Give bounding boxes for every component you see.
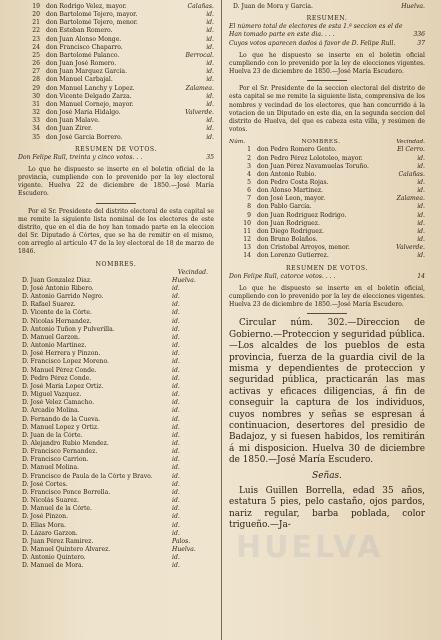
summary-value: 336: [413, 31, 425, 39]
elector-name: D. Manuel Molina.: [22, 464, 80, 472]
elector-name: don Vicente Delgado Zarza.: [46, 92, 132, 100]
row-number: 9: [247, 211, 251, 219]
elector-name: D. Miguel Vazquez.: [22, 391, 82, 399]
table-header: Núm. NOMBRES. Vecindad.: [229, 139, 425, 146]
elector-name: D. Juan Pérez Ramirez.: [22, 537, 94, 545]
elector-name-row: [18, 367, 214, 375]
row-number: 27: [32, 68, 40, 76]
elector-name: D. José Antonio Ribero.: [22, 285, 94, 292]
separator: [96, 203, 136, 204]
elector-name: don Bartolomé Tejero, mayor.: [46, 11, 138, 19]
elector-name-row: [18, 481, 214, 489]
elector-name: don José Leon, mayor.: [257, 195, 326, 203]
elector-name: D. Alejandro Rubio Mendez.: [22, 439, 109, 447]
elector-name: don Juan Pérez Navamuelas Toruño.: [257, 162, 369, 170]
elector-place: id.: [172, 374, 180, 382]
elector-row: [18, 44, 214, 52]
elector-place: id.: [206, 133, 214, 141]
elector-name-row: [18, 285, 214, 293]
elector-row: [18, 76, 214, 84]
elector-name: D. Manuel Quintero Alvarez.: [22, 546, 111, 553]
elector-list-top: [18, 3, 214, 142]
elector-name-row: [18, 342, 214, 350]
elector-name: D. Manuel de Mora.: [22, 562, 84, 570]
elector-place: id.: [417, 252, 425, 260]
senas-paragraph: Luis Guillen Borrella, edad 35 años, estatura 5 pies, pelo castaño, ojos pardos, nariz regular, barba poblada, color trigueño.—Ja-: [229, 486, 425, 531]
elector-place: id.: [172, 358, 180, 366]
notice-paragraph-left-2: Por el Sr. Presidente del distrito electoral de esta capital se me remite la siguiente lista nominal de los electores de este distrito, que en el dia de hoy han tomado parte en la eleccion del Sr. Diputado á Córtes, que se ha de remitir en el mismo, con arreglo al artículo 47 de la ley electoral de 18 de marzo de 1846.: [18, 207, 214, 256]
notice-paragraph-right-3: Lo que he dispuesto se inserte en el boletin oficial, cumpliendo con lo prevenido por la ley de elecciones vigentes. Huelva 23 de diciembre de 1850.—José María Escudero.: [229, 284, 425, 309]
row-number: 23: [32, 35, 40, 43]
row-number: 12: [243, 236, 251, 244]
elector-name: don Pablo García.: [257, 203, 312, 211]
elector-place: id.: [206, 60, 214, 68]
row-number: 19: [32, 3, 40, 10]
row-number: 28: [32, 76, 40, 84]
elector-place: id.: [172, 333, 180, 341]
elector-name-row: [18, 546, 214, 554]
elector-place: id.: [172, 456, 180, 464]
elector-place: Calañas.: [187, 3, 214, 10]
separator: [307, 313, 347, 314]
row-number: 33: [32, 117, 40, 125]
row-number: 11: [243, 227, 251, 235]
elector-name-row: [18, 497, 214, 505]
elector-place: Valverde.: [185, 109, 214, 117]
elector-name-row: [18, 334, 214, 342]
votes-count-right: 14: [417, 272, 425, 280]
votes-heading-left: RESUMEN DE VOTOS.: [74, 145, 158, 153]
elector-row: [229, 146, 425, 154]
elector-place: id.: [172, 399, 180, 407]
elector-name-row: [18, 522, 214, 530]
resumen-heading: RESUMEN.: [306, 15, 348, 23]
row-number: 5: [247, 178, 251, 186]
separator: [307, 80, 347, 81]
elector-name-row: [18, 383, 214, 391]
elector-name-row: [18, 399, 214, 407]
elector-name: don Juan Rodriguez.: [257, 219, 320, 227]
notice-paragraph-right-2: Por el Sr. Presidente de la seccion electoral del distrito de esta capital se me remite la siguiente lista, comprensiva de los nombres y vecindad de los electores, que han concurrido á la votacion de un Diputado en este dia, en la segunda seccion del distrito de Huelva, del que es cabeza esta villa, y resúmen de votos.: [229, 85, 425, 134]
elector-row: [18, 36, 214, 44]
row-number: 32: [32, 109, 40, 117]
elector-place: id.: [172, 488, 180, 496]
right-column: [229, 3, 425, 637]
row-number: 2: [247, 154, 251, 162]
elector-name: don Rodrigo Velez, mayor.: [46, 3, 127, 10]
elector-row: [229, 203, 425, 211]
elector-name: D. Francisco de Paula de la Córte y Bravo.: [22, 472, 153, 480]
elector-name-row: [18, 473, 214, 481]
elector-place: id.: [172, 464, 180, 472]
elector-name-row: [18, 464, 214, 472]
elector-name: D. Antonio Martinez.: [22, 342, 87, 350]
elector-row: [229, 179, 425, 187]
elector-name-row: [18, 432, 214, 440]
elector-name: don Manuel Cornejo, mayor.: [46, 100, 134, 108]
elector-name-row: [18, 416, 214, 424]
elector-name-row: [18, 293, 214, 301]
row-number: 8: [247, 203, 251, 211]
elector-row: [18, 60, 214, 68]
votes-line-left: [18, 154, 214, 162]
elector-name: D. Juan Gonzalez Diaz.: [22, 276, 93, 284]
row-number: 24: [32, 43, 40, 51]
elector-name: don Pedro Costa Rojas.: [257, 178, 329, 186]
elector-name: don Juan Rodriguez Rodrigo.: [257, 211, 347, 219]
elector-place: id.: [417, 187, 425, 195]
elector-place: id.: [206, 76, 214, 84]
row-number: 34: [32, 125, 40, 133]
elector-place: id.: [172, 513, 180, 521]
elector-name: D. Rafael Suarez.: [22, 301, 76, 309]
elector-row: [229, 220, 425, 228]
row-number: 6: [247, 187, 251, 195]
elector-place: id.: [206, 35, 214, 43]
elector-name: don Bruno Bolaños.: [257, 236, 318, 244]
elector-name: D. Manuel Pérez Conde.: [22, 366, 97, 374]
elector-row: [18, 11, 214, 19]
elector-place: id.: [417, 219, 425, 227]
elector-name-row: [18, 424, 214, 432]
notice-paragraph-right-1: Lo que he dispuesto se inserte en el boletin oficial cumpliendo con lo prevenido por la ley de elecciones vigentes. Huelva 23 de diciembre de 1850.—José María Escudero.: [229, 51, 425, 76]
summary-list: [229, 23, 425, 47]
elector-name: don Manuel Carbajal.: [46, 76, 113, 84]
row-number: 3: [247, 162, 251, 170]
elector-row: [18, 117, 214, 125]
elector-place: id.: [206, 68, 214, 76]
elector-place: id.: [206, 19, 214, 27]
row-number: 25: [32, 51, 40, 59]
elector-place: id.: [172, 505, 180, 513]
elector-place: El Cerro.: [397, 146, 425, 154]
elector-name: don Bartolomé Tejero, menor.: [46, 19, 138, 27]
elector-name: don Pedro Pérez Lolotoleo, mayor.: [257, 154, 363, 162]
elector-name: D. Antonio Garrido Negro.: [22, 293, 104, 301]
elector-name-row: [18, 505, 214, 513]
elector-name-row: [18, 554, 214, 562]
votes-line-right: [229, 273, 425, 281]
elector-place: Calañas.: [398, 170, 425, 178]
elector-table: [229, 146, 425, 260]
elector-row: [18, 19, 214, 27]
elector-place: id.: [417, 227, 425, 235]
elector-name: don Juan Malave.: [46, 117, 100, 125]
elector-place: id.: [172, 415, 180, 423]
elector-place: id.: [172, 529, 180, 537]
votes-text-left: Don Felipe Rull, treinta y cinco votos. . .: [18, 153, 143, 161]
elector-row: [18, 27, 214, 35]
row-number: 10: [243, 219, 251, 227]
elector-name-row: [18, 530, 214, 538]
elector-name: D. Francisco Ponce Borrella.: [22, 488, 111, 496]
summary-text: El número total de electores de esta 1.ª seccion es el de: [229, 23, 403, 31]
circular-paragraph: Circular núm. 302.—Direccion de Gobierno.—Proteccion y seguridad pública.—Los alcaldes de los pueblos de esta provincia, fuerza de la guardia civil de la misma y dependientes de proteccion y seguridad pública, practicarán las mas activas y eficaces diligencias, á fin de conseguir la captura de los individuos, cuyos nombres y señas se espresan á continuacion, desertores del presidio de Badajoz, y si fuesen habidos, los remitirán á mi disposicion. Huelva 30 de diciembre de 1850.—José María Escudero.: [229, 318, 425, 466]
elector-name: D. Manuel Garzon.: [22, 333, 80, 341]
elector-place: id.: [172, 521, 180, 529]
elector-place: Valverde.: [396, 244, 425, 252]
elector-place: id.: [172, 309, 180, 317]
elector-name: D. Vicente de la Córte.: [22, 309, 92, 317]
elector-name: don Esteban Romero.: [46, 27, 113, 35]
row-number: 21: [32, 19, 40, 27]
elector-place: id.: [206, 100, 214, 108]
elector-row: [229, 252, 425, 260]
elector-name: D. José Herrera y Pinzon.: [22, 350, 101, 358]
row-number: 14: [243, 252, 251, 260]
elector-name-row: [18, 277, 214, 285]
elector-place: id.: [172, 285, 180, 292]
elector-row: [229, 228, 425, 236]
votes-count-left: 35: [206, 153, 214, 161]
elector-place: Huelva.: [172, 546, 196, 553]
row-number: 1: [247, 146, 251, 154]
elector-name: don Diego Rodriguez.: [257, 227, 324, 235]
elector-place: id.: [172, 407, 180, 415]
summary-row: [229, 31, 425, 39]
row-number: 13: [243, 244, 251, 252]
elector-name-row: [18, 375, 214, 383]
elector-name: don Pedro Romero Gento.: [257, 146, 337, 154]
elector-row: [229, 171, 425, 179]
elector-name-row: [18, 350, 214, 358]
summary-value: 37: [417, 39, 425, 47]
elector-name-row: [18, 326, 214, 334]
summary-text: Han tomado parte en este dia. . . .: [229, 31, 335, 39]
elector-name: D. José Velez Camacho.: [22, 399, 95, 407]
row-number: 20: [32, 11, 40, 19]
elector-name: D. Francisco Carrion.: [22, 456, 89, 464]
elector-place: id.: [417, 178, 425, 186]
row-number: 35: [32, 133, 40, 141]
elector-place: id.: [172, 448, 180, 456]
elector-place: id.: [172, 366, 180, 374]
elector-row: [18, 85, 214, 93]
elector-place: id.: [417, 203, 425, 211]
elector-name: D. José María Lopez Ortiz.: [22, 382, 104, 390]
left-column: [18, 3, 214, 637]
elector-name: don Manuel Lanchy y Lopez.: [46, 84, 135, 92]
elector-place: id.: [172, 554, 180, 562]
elector-name: D. Lázaro Garzon.: [22, 529, 78, 537]
elector-place: Zalamea.: [396, 195, 425, 203]
elector-name: don Juan Alonso Monge.: [46, 35, 122, 43]
elector-place: id.: [172, 562, 180, 570]
elector-place: Zalamea.: [185, 84, 214, 92]
elector-name: D. Nicolás Suarez.: [22, 497, 79, 505]
elector-name: D. José Cortes.: [22, 480, 68, 488]
summary-row: [229, 40, 425, 48]
elector-place: id.: [206, 117, 214, 125]
vecindad-heading: Vecindad.: [177, 268, 208, 276]
elector-name: don Alonso Martinez.: [257, 187, 323, 195]
elector-row: [18, 125, 214, 133]
names-heading: NOMBRES.: [95, 260, 137, 268]
senas-heading: Señas.: [312, 470, 342, 481]
elector-place: id.: [417, 236, 425, 244]
elector-row: [229, 236, 425, 244]
elector-name: don José María Hidalgo.: [46, 109, 121, 117]
elector-place: id.: [172, 325, 180, 333]
elector-name: D. Francisco Lopez Moreno.: [22, 358, 109, 366]
elector-place: id.: [172, 497, 180, 505]
elector-row: [229, 244, 425, 252]
elector-name: D. Pedro Pérez Conde.: [22, 374, 92, 382]
elector-place: id.: [206, 125, 214, 133]
elector-place: id.: [417, 162, 425, 170]
elector-place: id.: [172, 342, 180, 350]
elector-name-row: [18, 440, 214, 448]
elector-name-row: [18, 309, 214, 317]
elector-row: [229, 155, 425, 163]
row-number: 22: [32, 27, 40, 35]
elector-place: id.: [172, 350, 180, 358]
elector-name: D. Antonio Tuñon y Pulverilla.: [22, 325, 115, 333]
elector-place: id.: [172, 391, 180, 399]
summary-text: Cuyos votos aparecen dados á favor de D. Felipe Rull.: [229, 39, 396, 47]
row-number: 29: [32, 84, 40, 92]
elector-row: [229, 195, 425, 203]
row-number: 31: [32, 100, 40, 108]
elector-row: [229, 187, 425, 195]
votes-heading-right: RESUMEN DE VOTOS.: [285, 264, 369, 272]
elector-name: don Francisco Chaparro.: [46, 43, 123, 51]
elector-place: id.: [206, 43, 214, 51]
elector-place: id.: [172, 480, 180, 488]
elector-name: D. Elias Mora.: [22, 521, 66, 529]
elector-row: [18, 3, 214, 11]
elector-name: don Cristobal Arroyos, menor.: [257, 244, 350, 252]
notice-paragraph-left-1: Lo que he dispuesto se inserte en el boletin oficial de la provincia, cumpliendo con lo prevenido por la ley electoral vigente. Huelva 22 de diciembre de 1850.—José María Escudero.: [18, 165, 214, 198]
elector-name: don Juan Marquez García.: [46, 68, 128, 76]
elector-row: [18, 68, 214, 76]
elector-name-row: [18, 456, 214, 464]
elector-names-list: [18, 277, 214, 571]
elector-row: [229, 163, 425, 171]
elector-name: don Juan Zirer.: [46, 125, 93, 133]
elector-name: D. Nicolas Hernandez.: [22, 317, 92, 325]
elector-place: id.: [172, 472, 180, 480]
column-divider: [221, 0, 222, 640]
elector-name: don Juan José Romero.: [46, 60, 117, 68]
elector-place: id.: [206, 92, 214, 100]
elector-name: D. Arcadio Molina.: [22, 407, 80, 415]
elector-name: don Antonio Rubio.: [257, 170, 317, 178]
summary-row: [229, 23, 425, 31]
elector-name-row: [18, 562, 214, 570]
row-number: 7: [247, 195, 251, 203]
elector-name: don Lorenzo Gutierrez.: [257, 252, 329, 260]
elector-name: D. Juan de la Córte.: [22, 431, 83, 439]
elector-name: D. Manuel Lopez y Ortiz.: [22, 423, 99, 431]
elector-place: id.: [417, 154, 425, 162]
elector-name: D. Fernando de la Cueva.: [22, 415, 101, 423]
elector-place: Huelva.: [172, 276, 196, 284]
elector-place: id.: [417, 211, 425, 219]
elector-place: id.: [172, 301, 180, 309]
votes-text-right: Don Felipe Rull, catorce votos. . . .: [229, 272, 336, 280]
elector-place: id.: [172, 382, 180, 390]
row-number: 30: [32, 92, 40, 100]
elector-row: [18, 93, 214, 101]
elector-name: D. Manuel de la Córte.: [22, 505, 92, 513]
watermark-logo: HUELVA: [236, 530, 384, 565]
elector-place: id.: [172, 293, 180, 301]
elector-name: D. José Pinzon.: [22, 513, 69, 521]
row-number: 26: [32, 60, 40, 68]
elector-place: id.: [172, 431, 180, 439]
elector-name: D. Francisco Fernandez.: [22, 448, 98, 456]
elector-place: Palos.: [172, 537, 191, 545]
elector-place: id.: [206, 27, 214, 35]
elector-row: [18, 134, 214, 142]
elector-place: Berrocal.: [185, 51, 214, 59]
elector-name-row: [18, 489, 214, 497]
elector-name-row: [18, 513, 214, 521]
elector-name-row: [18, 318, 214, 326]
elector-row: [18, 52, 214, 60]
first-name-line: D. Juan de Mora y García. Huelva.: [233, 3, 425, 10]
summary-value: [405, 23, 425, 31]
elector-row: [18, 109, 214, 117]
elector-name-row: [18, 391, 214, 399]
elector-name-row: [18, 407, 214, 415]
elector-place: id.: [172, 317, 180, 325]
row-number: 4: [247, 170, 251, 178]
elector-row: [18, 101, 214, 109]
elector-place: id.: [172, 439, 180, 447]
elector-name: D. Antonio Quintero.: [22, 554, 86, 562]
elector-name-row: [18, 448, 214, 456]
elector-name-row: [18, 538, 214, 546]
elector-name: don Bartolomé Palanco.: [46, 51, 120, 59]
elector-name-row: [18, 358, 214, 366]
elector-name: don José García Borrero.: [46, 133, 123, 141]
elector-name-row: [18, 301, 214, 309]
elector-row: [229, 212, 425, 220]
elector-place: id.: [172, 423, 180, 431]
elector-place: id.: [206, 11, 214, 19]
